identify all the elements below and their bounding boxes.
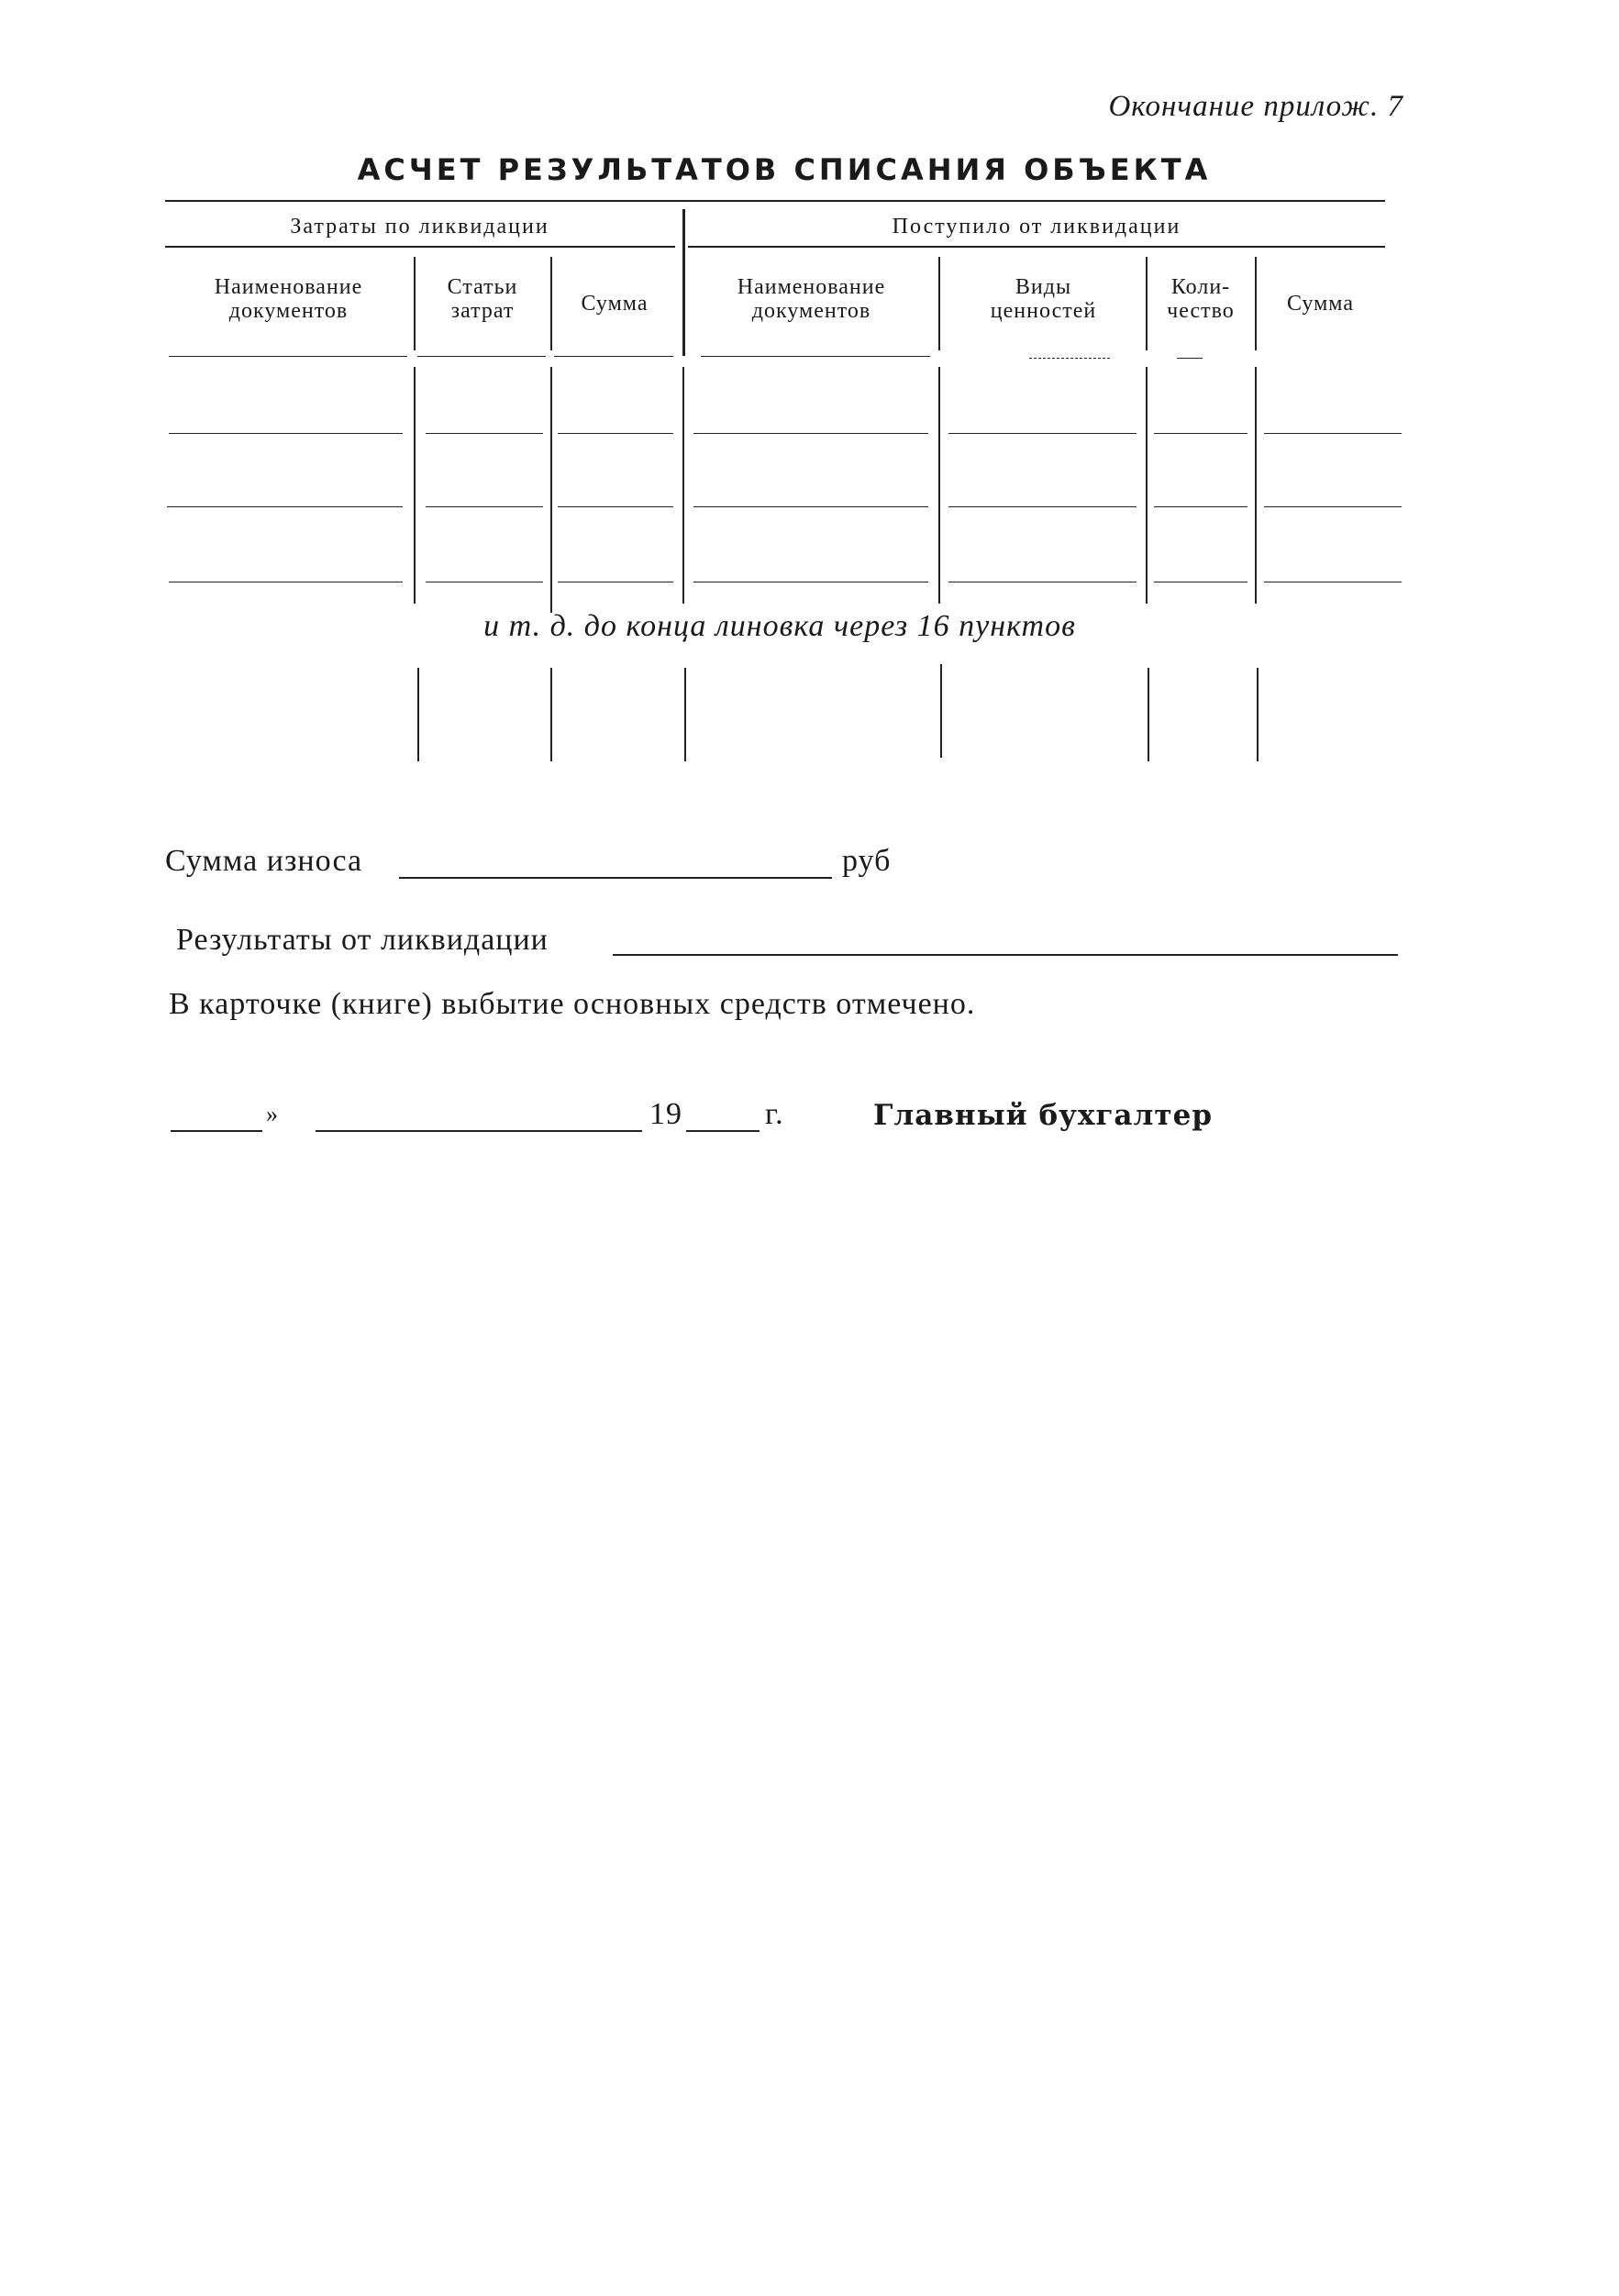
group-header-costs: Затраты по ликвидации — [290, 215, 549, 238]
col-sep — [1257, 668, 1259, 761]
col-header-doc-name: Наименование документов — [214, 275, 363, 323]
wear-sum-label: Сумма износа — [165, 844, 363, 878]
header-bottom-rule — [1029, 358, 1110, 359]
col-sep — [550, 367, 552, 613]
card-note: В карточке (книге) выбытие основных средств отмечено. — [169, 987, 976, 1021]
col-header-sum-left: Сумма — [581, 292, 649, 316]
page-title: АСЧЕТ РЕЗУЛЬТАТОВ СПИСАНИЯ ОБЪЕКТА — [357, 152, 1212, 187]
col-sep — [1146, 257, 1148, 350]
col-sep — [682, 367, 684, 604]
group-left-rule — [165, 246, 675, 248]
continuation-note: и т. д. до конца линовка через 16 пунктов — [483, 609, 1076, 643]
date-year-field[interactable] — [686, 1130, 760, 1132]
col-sep — [417, 668, 419, 761]
col-header-value-types: Виды ценностей — [990, 275, 1097, 323]
group-right-rule — [688, 246, 1385, 248]
group-header-proceeds: Поступило от ликвидации — [892, 215, 1181, 238]
date-year-prefix: 19 — [649, 1097, 682, 1131]
col-sep — [938, 257, 940, 350]
wear-sum-unit: руб — [842, 844, 892, 878]
col-sep — [550, 257, 552, 350]
chief-accountant-label: Главный бухгалтер — [873, 1099, 1213, 1132]
col-sep — [414, 257, 416, 350]
col-sep — [550, 668, 552, 761]
table-top-rule — [165, 200, 1385, 202]
liquidation-results-field[interactable] — [613, 954, 1398, 956]
wear-sum-field[interactable] — [399, 877, 832, 879]
header-bottom-rule — [169, 356, 407, 357]
col-header-cost-items: Статьи затрат — [447, 275, 518, 323]
col-sep — [684, 668, 686, 761]
col-sep — [1146, 367, 1148, 604]
date-year-suffix: г. — [765, 1097, 784, 1131]
header-bottom-rule — [554, 356, 673, 357]
header-bottom-rule — [417, 356, 546, 357]
col-sep — [414, 367, 416, 604]
col-sep — [940, 664, 942, 758]
col-sep — [938, 367, 940, 604]
date-day-field[interactable] — [171, 1130, 262, 1132]
header-bottom-rule — [1177, 358, 1203, 359]
col-sep — [1148, 668, 1149, 761]
col-header-sum-right: Сумма — [1287, 292, 1354, 316]
col-sep — [1255, 367, 1257, 604]
col-header-quantity: Коли- чество — [1167, 275, 1235, 323]
date-quote: » — [266, 1101, 279, 1127]
col-header-doc-name-right: Наименование документов — [737, 275, 886, 323]
col-sep — [1255, 257, 1257, 350]
appendix-note: Окончание прилож. 7 — [1108, 90, 1403, 123]
liquidation-results-label: Результаты от ликвидации — [176, 923, 549, 957]
group-divider — [682, 209, 685, 356]
header-bottom-rule — [701, 356, 930, 357]
date-month-field[interactable] — [316, 1130, 642, 1132]
